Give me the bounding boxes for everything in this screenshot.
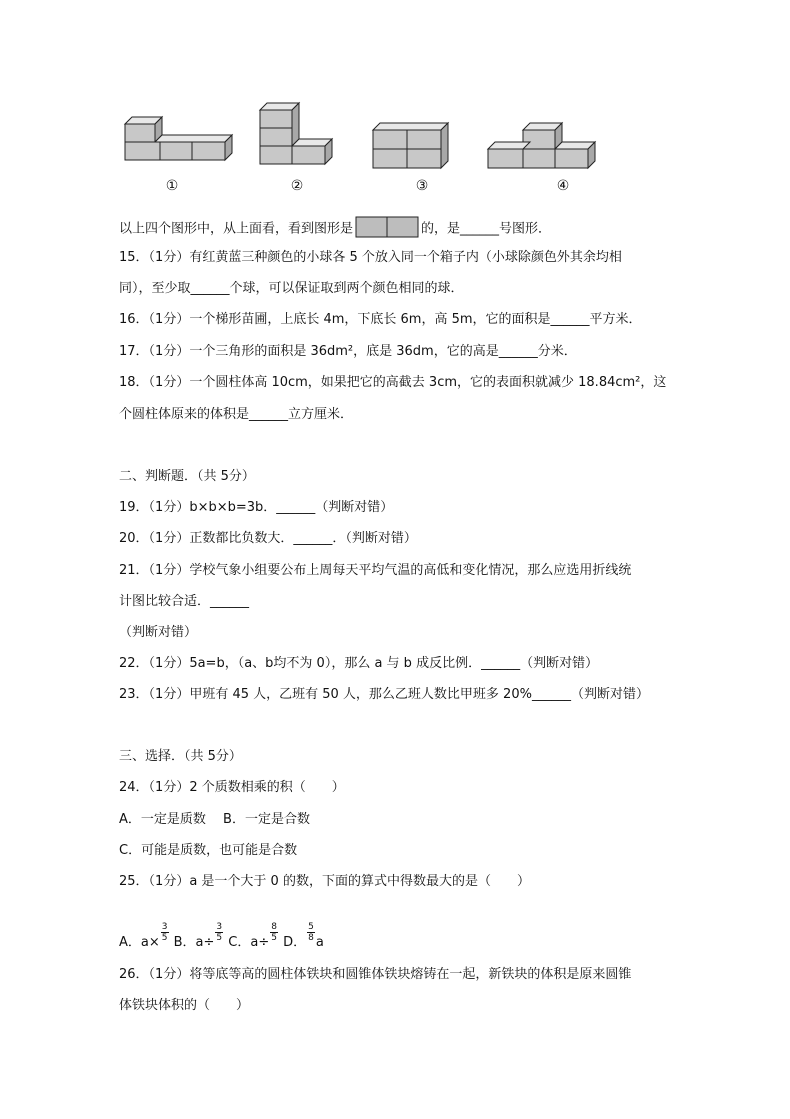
q25-frac-c: $\frac{8}{5}$ (271, 922, 277, 943)
question-17: 17．（1分）一个三角形的面积是 36dm²，底是 36dm，它的高是______分米． (119, 344, 577, 359)
question-22: 22．（1分）5a=b，（a、b均不为 0），那么 a 与 b 成反比例．______（判断对错） (119, 656, 599, 671)
figure-label-2: ② (290, 178, 304, 194)
cube-figure-3 (370, 118, 450, 170)
q25-option-d: D． (283, 935, 307, 950)
question-18-line-1: 18．（1分）一个圆柱体高 10cm，如果把它的高截去 3cm，它的表面积就减少 18.84cm²，这 (119, 375, 667, 390)
q25-option-b: B．a÷ (173, 935, 215, 950)
question-24-option-c: C．可能是质数，也可能是合数 (119, 843, 298, 858)
q25-frac-b: $\frac{3}{5}$ (216, 922, 223, 943)
section-3-heading: 三、选择．（共 5分） (119, 749, 242, 764)
section-2-heading: 二、判断题．（共 5分） (119, 469, 255, 484)
question-25-stem: 25．（1分）a 是一个大于 0 的数，下面的算式中得数最大的是（ ） (119, 874, 530, 889)
figure-label-1: ① (165, 178, 179, 194)
q25-option-d-var: a (315, 935, 324, 950)
question-15-line-1: 15．（1分）有红黄蓝三种颜色的小球各 5 个放入同一个箱子内（小球除颜色外其余均相 (119, 250, 622, 265)
question-18-line-2: 个圆柱体原来的体积是______立方厘米． (119, 407, 354, 422)
question-21-line-1: 21．（1分）学校气象小组要公布上周每天平均气温的高低和变化情况，那么应选用折线统 (119, 563, 632, 578)
question-26-line-1: 26．（1分）将等底等高的圆柱体铁块和圆锥体铁块熔铸在一起，新铁块的体积是原来圆锥 (119, 967, 632, 982)
top-view-figure (355, 216, 419, 238)
question-15-line-2: 同），至少取______个球，可以保证取到两个颜色相同的球． (119, 281, 464, 296)
question-20: 20．（1分）正数都比负数大．______．（判断对错） (119, 531, 417, 546)
question-21-line-3: （判断对错） (119, 625, 198, 640)
q25-frac-d: $\frac{5}{8}$ (308, 922, 314, 943)
q25-option-c: C．a÷ (228, 935, 270, 950)
question-21-line-2: 计图比较合适．______ (119, 594, 250, 609)
question-14 (119, 218, 551, 240)
question-19: 19．（1分）b×b×b=3b．______（判断对错） (119, 500, 394, 515)
cube-figure-4 (485, 118, 600, 170)
cube-figure-1 (120, 110, 235, 162)
figure-label-4: ④ (556, 178, 570, 194)
question-26-line-2: 体铁块体积的（ ） (119, 998, 250, 1013)
figure-label-3: ③ (415, 178, 429, 194)
question-16: 16．（1分）一个梯形苗圃，上底长 4m，下底长 6m，高 5m，它的面积是______平方米． (119, 312, 642, 327)
cube-figure-2 (255, 98, 335, 166)
question-24-options-ab: A．一定是质数 B．一定是合数 (119, 812, 310, 827)
question-23: 23．（1分）甲班有 45 人，乙班有 50 人，那么乙班人数比甲班多 20%______（判断对错） (119, 687, 649, 702)
q14-suffix: 的，是______号图形． (421, 221, 552, 237)
q25-option-a: A．a× (119, 935, 160, 950)
question-25-options (119, 922, 324, 953)
q14-prefix: 以上四个图形中，从上面看，看到图形是 (119, 221, 354, 237)
question-24-stem: 24．（1分）2 个质数相乘的积（ ） (119, 780, 345, 795)
q25-frac-a: $\frac{3}{5}$ (161, 922, 168, 943)
